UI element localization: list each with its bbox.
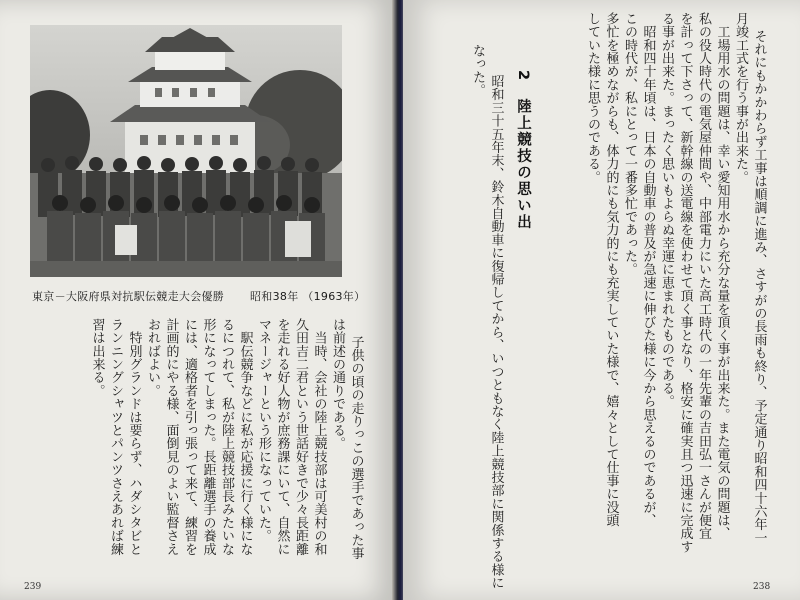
text-column: 習は出来る。: [89, 318, 105, 398]
text-column: 昭和三十五年末、鈴木自動車に復帰してから、いつともなく陸上競技部に関係する様に: [488, 61, 504, 590]
text-column: 特別グランドは要らず、ハダシタビと: [126, 318, 142, 556]
text-column: は前述の通りである。: [330, 318, 345, 450]
section-heading: 2 陸上競技の思い出: [515, 70, 531, 231]
text-column: には、適格者を引っ張って来て、練習を: [182, 318, 197, 556]
text-column: おればよい。: [145, 318, 160, 398]
text-column: る事が出来た。まったく思いもよらぬ幸運に恵まれたものである。: [659, 12, 674, 408]
text-column: 計画的にやる様、面倒見のよい監督さえ: [163, 318, 179, 556]
text-column: それにもかかわらず工事は順調に進み、さすがの長雨も終り、予定通り昭和四十六年一: [751, 29, 767, 545]
text-column: マネージャーという形になっていた。: [256, 318, 271, 543]
text-column: 私の役人時代の電気屋仲間や、中部電力にいた高工時代の一年先輩の吉田弘一さんが便宜: [696, 12, 711, 540]
team-photo: [30, 25, 342, 277]
photo-caption-event: 東京－大阪府県対抗駅伝競走大会優勝: [32, 290, 225, 303]
text-column: 形になってしまった。長距離選手の養成: [200, 318, 216, 556]
text-column: なった。: [470, 44, 485, 97]
text-column: この時代が、私にとって一番多忙であった。: [622, 12, 637, 276]
text-column: 月竣工式を行う事が出来た。: [733, 12, 748, 184]
page-number-left: 239: [24, 582, 42, 592]
text-column: していた様に思うのである。: [585, 12, 600, 184]
text-column: 久田吉二君という世話好きで少々長距離: [293, 318, 308, 556]
text-column: を計って下さって、新幹線の送電線を使わせて頂く事となり、格安に確実且つ迅速に完成す: [677, 12, 693, 554]
text-column: 当時、会社の陸上競技部は可美村の和: [311, 318, 327, 556]
right-page-body-lower: [449, 44, 523, 590]
left-page: [0, 0, 397, 600]
left-page-body: [69, 318, 384, 588]
right-page-body-upper: [564, 12, 786, 582]
text-column: を走れる好人物が庶務課にいて、自然に: [274, 318, 290, 556]
text-column: 子供の頃の走りっこの選手であった事: [348, 335, 364, 560]
right-page: [403, 0, 800, 600]
photo-caption-date: 昭和38年 （1963年）: [250, 290, 366, 303]
page-number-right: 238: [753, 582, 771, 592]
text-column: 多忙を極めながらも、体力的にも気力的にも充実していた様で、嬉々として仕事に没頭: [603, 12, 619, 527]
photo-caption: [32, 288, 366, 304]
text-column: 駅伝競争などに私が応援に行く様にな: [237, 318, 253, 556]
text-column: 昭和四十年頃は、日本の自動車の普及が急速に伸びた様に今から思えるのであるが、: [640, 12, 656, 527]
text-column: るにつれて、私が陸上競技部長みたいな: [219, 318, 234, 556]
text-column: ランニングシャツとパンツさえあれば練: [108, 318, 123, 556]
castle-team-photo-image: [30, 25, 342, 277]
text-column: 工場用水の問題は、幸い愛知用水から充分な量を頂く事が出来た。また電気の問題は、: [714, 12, 730, 540]
